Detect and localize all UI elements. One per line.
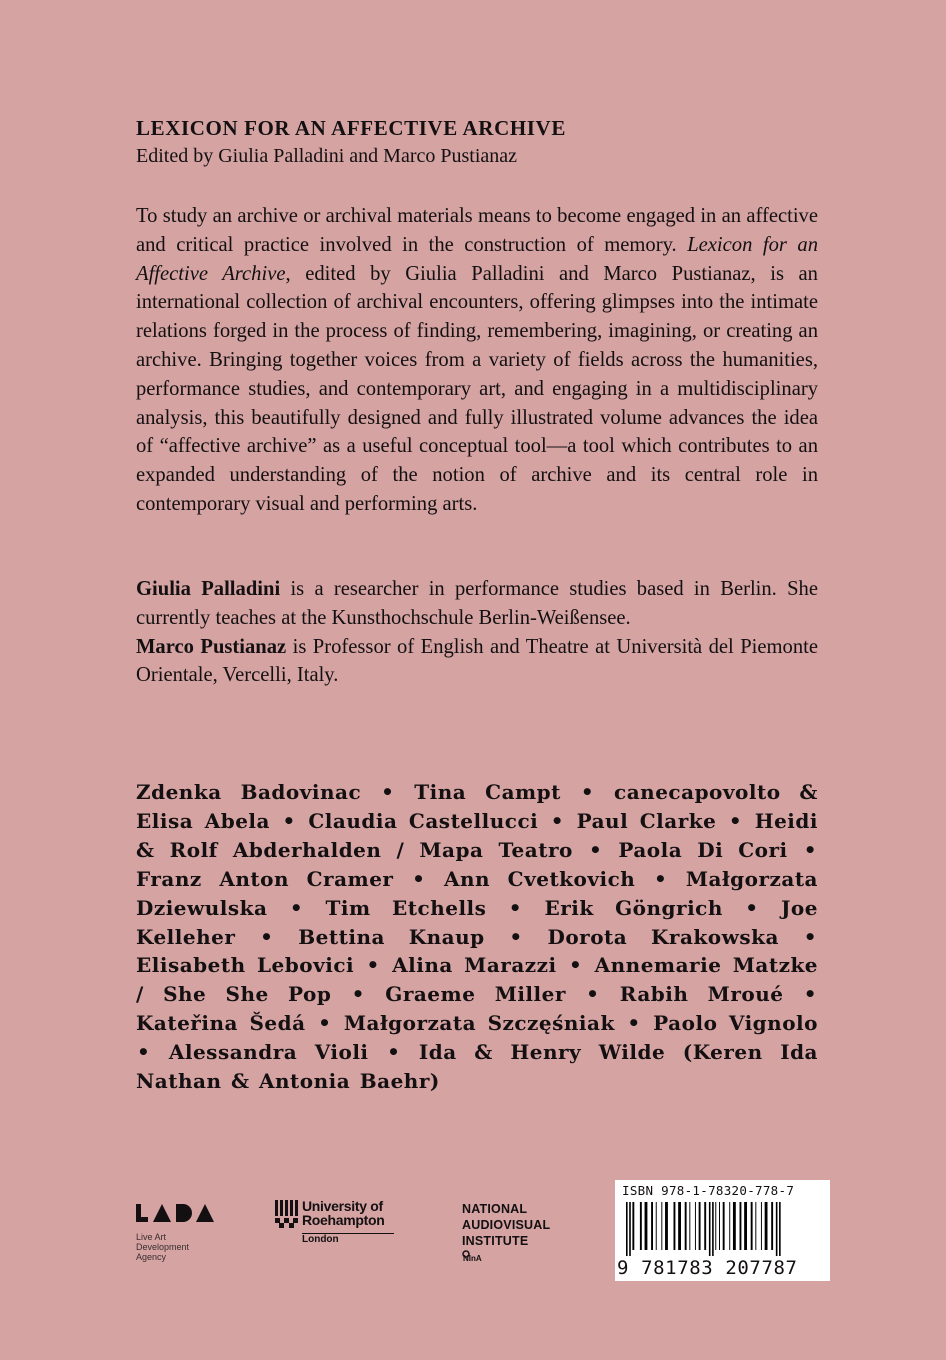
- contributor-name: Heidi & Rolf Abderhalden / Mapa Teatro: [136, 808, 818, 862]
- bullet-separator: •: [508, 895, 523, 920]
- contributor-name: Małgorzata Dziewulska: [136, 866, 819, 920]
- isbn-label: ISBN 978-1-78320-778-7: [622, 1183, 795, 1198]
- contributor-name: Claudia Castellucci: [308, 808, 539, 833]
- barcode-bar: [674, 1202, 676, 1250]
- contributor-name: Małgorzata Szczęśniak: [343, 1011, 615, 1036]
- barcode-bar: [744, 1202, 747, 1250]
- bullet-separator: •: [137, 1040, 151, 1065]
- bullet-separator: •: [550, 808, 565, 833]
- barcode-bar: [765, 1202, 768, 1250]
- barcode-bar: [751, 1202, 753, 1250]
- lada-logo: [136, 1202, 216, 1224]
- bullet-separator: •: [387, 1040, 401, 1065]
- bullet-separator: •: [282, 808, 296, 833]
- contributor-name: Joe Kelleher: [136, 895, 818, 949]
- contributor-name: Dorota Krakowska: [547, 924, 779, 949]
- contributors-list: [136, 778, 818, 1096]
- bullet-separator: •: [627, 1011, 641, 1036]
- bio-name: Giulia Palladini: [136, 578, 281, 600]
- bio-text: is a researcher in performance studies based in Berlin. She currently teaches at the Kunsthochschule Berlin-Weißensee.: [136, 578, 818, 629]
- bullet-separator: •: [260, 924, 274, 949]
- blurb-title-italic: Lexicon for an Affective Archive: [136, 233, 818, 285]
- bullet-separator: •: [803, 924, 817, 949]
- barcode-bar: [678, 1202, 681, 1250]
- contributor-name: Ida & Henry Wilde (Keren Ida Nathan & Antonia Baehr): [136, 1040, 819, 1094]
- bullet-separator: •: [745, 895, 759, 920]
- barcode-bar: [645, 1202, 648, 1250]
- barcode-bar: [685, 1202, 687, 1250]
- bullet-separator: •: [653, 866, 668, 891]
- bio-palladini: [136, 575, 818, 633]
- barcode-bar: [719, 1202, 720, 1250]
- author-bios: [136, 575, 818, 690]
- contributor-name: Rabih Mroué: [619, 982, 784, 1007]
- contributor-name: canecapovolto & Elisa Abela: [136, 780, 818, 833]
- barcode-bar: [632, 1202, 634, 1250]
- contributor-name: Kateřina Šedá: [136, 1011, 306, 1036]
- book-title: LEXICON FOR AN AFFECTIVE ARCHIVE: [136, 116, 566, 140]
- barcode-bar: [661, 1202, 662, 1250]
- barcode-bar: [729, 1202, 730, 1250]
- contributor-name: Alessandra Violi: [168, 1040, 369, 1065]
- blurb-paragraph: [136, 202, 818, 519]
- barcode-bar: [640, 1202, 642, 1250]
- barcode-bar: [629, 1202, 631, 1256]
- contributor-name: Erik Göngrich: [544, 895, 723, 920]
- contributor-name: Tina Campt: [414, 780, 561, 804]
- bullet-separator: •: [580, 780, 595, 804]
- barcode-bar: [695, 1202, 696, 1250]
- bullet-separator: •: [803, 982, 818, 1007]
- barcode-bar: [715, 1202, 716, 1250]
- lada-subtitle: Live Art Development Agency: [136, 1232, 190, 1262]
- bullet-separator: •: [728, 808, 743, 833]
- bio-name: Marco Pustianaz: [136, 635, 287, 658]
- bullet-separator: •: [568, 953, 583, 978]
- bullet-separator: •: [509, 924, 523, 949]
- isbn-barcode: [615, 1180, 830, 1281]
- bullet-separator: •: [803, 837, 818, 862]
- roehampton-name: University of Roehampton: [302, 1198, 385, 1228]
- barcode-bar: [656, 1202, 657, 1250]
- contributor-name: Alina Marazzi: [392, 953, 557, 978]
- bullet-separator: •: [318, 1011, 332, 1036]
- editors-line: Edited by Giulia Palladini and Marco Pustianaz: [136, 145, 518, 167]
- barcode-bar: [779, 1202, 781, 1256]
- barcode-bar: [665, 1202, 668, 1250]
- contributor-name: Elisabeth Lebovici: [136, 953, 355, 978]
- bullet-separator: •: [412, 866, 426, 891]
- barcode-bar: [689, 1202, 690, 1250]
- blurb-rest: , edited by Giulia Palladini and Marco Pustianaz, is an international collection of archival encounters, offering glimpses into the intimate relations forged in the process of finding, remembering, imagining, or creating an archive. Bringing together voices from a variety of fields across the humanities, performance studies, and contemporary art, and engaging in a multidisciplinary analysis, this beautifully designed and fully illustrated volume advances the idea of “affective archive” as a useful conceptual tool—a tool which contributes to an expanded understanding of the notion of archive and its central role in contemporary visual and performing arts.: [136, 262, 818, 515]
- barcode-bar: [755, 1202, 756, 1250]
- contributor-name: Paolo Vignolo: [653, 1011, 818, 1036]
- barcode-bar: [740, 1202, 742, 1250]
- contributor-name: Tim Etchells: [325, 895, 487, 920]
- barcode-bar: [709, 1202, 711, 1256]
- barcode-bar: [733, 1202, 736, 1250]
- contributor-name: Bettina Knaup: [298, 924, 485, 949]
- nina-abbr: NInA: [463, 1254, 482, 1263]
- barcode-bar: [761, 1202, 762, 1250]
- bio-pustianaz: [136, 633, 818, 691]
- bullet-separator: •: [366, 953, 380, 978]
- barcode-bar: [723, 1202, 725, 1250]
- bullet-separator: •: [289, 895, 304, 920]
- barcode-bars: [626, 1202, 819, 1256]
- contributor-name: Graeme Miller: [385, 982, 566, 1007]
- barcode-bar: [651, 1202, 653, 1250]
- barcode-bar: [626, 1202, 628, 1256]
- blurb-intro: To study an archive or archival materials means to become engaged in an affective and critical practice involved in the construction of memory.: [136, 205, 818, 256]
- contributor-name: Paola Di Cori: [618, 837, 788, 862]
- contributor-name: Franz Anton Cramer: [136, 866, 394, 891]
- roehampton-crest-icon: [275, 1200, 299, 1230]
- nina-name: NATIONAL AUDIOVISUAL INSTITUTE: [462, 1202, 551, 1248]
- bullet-separator: •: [588, 837, 603, 862]
- barcode-bar: [771, 1202, 773, 1250]
- bullet-separator: •: [351, 982, 365, 1007]
- contributor-name: Paul Clarke: [576, 808, 717, 833]
- roehampton-city: London: [302, 1234, 339, 1245]
- bullet-separator: •: [381, 780, 395, 804]
- barcode-bar: [699, 1202, 701, 1250]
- contributor-name: Zdenka Badovinac: [136, 780, 362, 804]
- isbn-digits: 9 781783 207787: [617, 1257, 798, 1279]
- barcode-bar: [712, 1202, 714, 1256]
- barcode-bar: [776, 1202, 778, 1256]
- bullet-separator: •: [586, 982, 600, 1007]
- contributor-name: Ann Cvetkovich: [443, 866, 636, 891]
- barcode-bar: [704, 1202, 706, 1250]
- bio-text: is Professor of English and Theatre at Università del Piemonte Orientale, Vercelli, Italy.: [136, 635, 818, 687]
- contributor-name: Annemarie Matzke / She She Pop: [136, 953, 819, 1007]
